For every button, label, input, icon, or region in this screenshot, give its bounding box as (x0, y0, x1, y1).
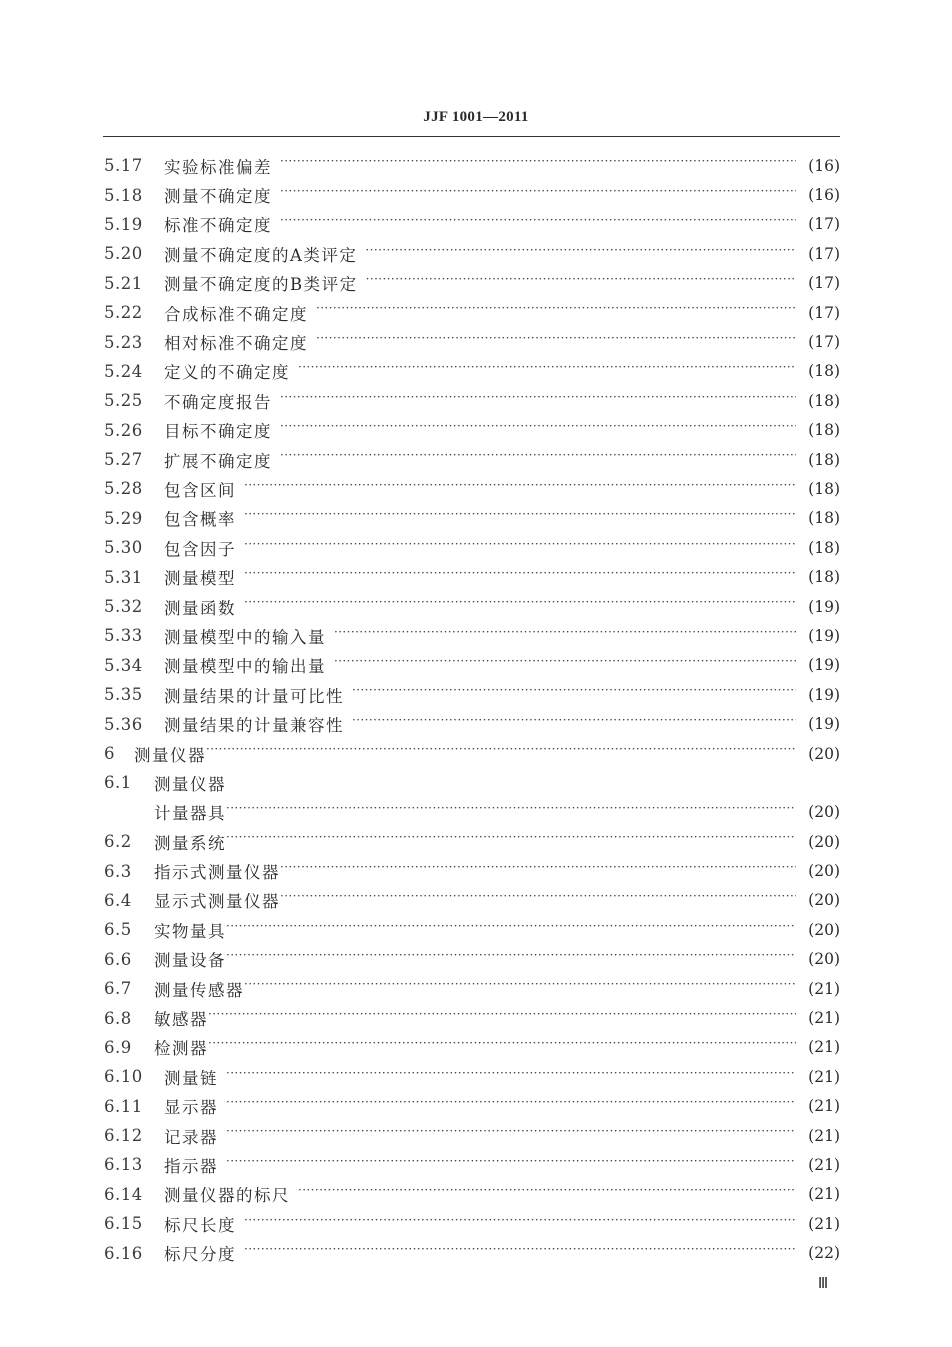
toc-entry (104, 269, 840, 298)
toc-entry-title: 测量模型中的输入量 (164, 627, 326, 647)
toc-entry-number: 6.9 (104, 1037, 132, 1057)
toc-entry (104, 1003, 840, 1032)
toc-entry-number: 5.20 (104, 244, 143, 264)
dot-leader (226, 1157, 796, 1174)
toc-entry-number: 5.28 (104, 479, 143, 499)
toc-entry-title: 检测器 (154, 1039, 208, 1059)
dot-leader (280, 863, 796, 880)
toc-entry (104, 1150, 840, 1179)
toc-entry-number: 5.17 (104, 156, 143, 176)
page-number: Ⅲ (817, 1276, 829, 1292)
toc-entry-page: (17) (808, 303, 840, 322)
dot-leader (280, 216, 796, 233)
dot-leader (244, 569, 796, 586)
toc-entry-title: 显示器 (164, 1098, 218, 1118)
dot-leader (280, 451, 796, 468)
toc-entry (104, 298, 840, 327)
dot-leader (244, 598, 796, 615)
dot-leader (316, 334, 796, 351)
dot-leader (280, 892, 796, 909)
toc-entry-number: 6.4 (104, 890, 132, 910)
dot-leader (352, 686, 796, 703)
dot-leader (226, 1069, 796, 1086)
toc-entry-number: 5.22 (104, 303, 143, 323)
toc-entry-number: 6.6 (104, 949, 132, 969)
dot-leader (244, 1245, 796, 1262)
toc-entry-number: 5.36 (104, 714, 143, 734)
toc-entry (104, 151, 840, 180)
document-header: JJF 1001—2011 (423, 109, 529, 125)
toc-entry-number: 6.11 (104, 1096, 143, 1116)
toc-entry-page: (19) (808, 597, 840, 616)
toc-entry-page: (21) (808, 1214, 840, 1233)
toc-entry-title: 实物量具 (154, 921, 226, 941)
toc-entry-page: (22) (808, 1244, 840, 1263)
toc-entry-number: 6.14 (104, 1184, 143, 1204)
toc-entry (104, 1033, 840, 1062)
toc-entry-page: (20) (808, 744, 840, 763)
toc-entry-number: 5.33 (104, 626, 143, 646)
dot-leader (206, 745, 796, 762)
toc-entry (104, 621, 840, 650)
toc-entry (104, 210, 840, 239)
toc-entry-number: 6.8 (104, 1008, 132, 1028)
toc-entry (104, 1062, 840, 1091)
header-rule (103, 136, 840, 137)
toc-entry-page: (21) (808, 1126, 840, 1145)
toc-entry-page: (17) (808, 274, 840, 293)
dot-leader (280, 422, 796, 439)
toc-entry-title: 相对标准不确定度 (164, 334, 308, 354)
toc-entry-page: (19) (808, 656, 840, 675)
dot-leader (298, 1186, 796, 1203)
toc-entry-title: 测量不确定度的A类评定 (164, 245, 358, 265)
dot-leader (226, 804, 796, 821)
toc-entry-title: 测量链 (164, 1068, 218, 1088)
toc-entry (104, 856, 840, 885)
toc-entry (104, 416, 840, 445)
toc-entry-number: 6.16 (104, 1243, 143, 1263)
toc-entry-title: 包含概率 (164, 510, 236, 530)
toc-entry-number: 5.31 (104, 567, 143, 587)
toc-entry-number: 6.13 (104, 1155, 143, 1175)
dot-leader (244, 1216, 796, 1233)
toc-entry-page: (21) (808, 1097, 840, 1116)
dot-leader (226, 1098, 796, 1115)
toc-entry-number: 6.12 (104, 1126, 143, 1146)
toc-entry-title: 不确定度报告 (164, 392, 272, 412)
toc-entry-page: (17) (808, 215, 840, 234)
toc-entry-number: 5.23 (104, 332, 143, 352)
toc-entry (104, 1238, 840, 1267)
toc-entry (104, 974, 840, 1003)
toc-entry-page: (20) (808, 891, 840, 910)
toc-entry-title: 记录器 (164, 1127, 218, 1147)
toc-entry-number: 5.24 (104, 361, 143, 381)
toc-entry-page: (16) (808, 186, 840, 205)
toc-entry (104, 709, 840, 738)
toc-entry-page: (21) (808, 1009, 840, 1028)
toc-entry-number: 6.7 (104, 979, 132, 999)
toc-entry (104, 1092, 840, 1121)
toc-entry (104, 357, 840, 386)
toc-entry-title: 测量模型中的输出量 (164, 657, 326, 677)
toc-entry-number: 5.18 (104, 185, 143, 205)
toc-entry-number: 6.5 (104, 920, 132, 940)
toc-entry-title: 测量模型 (164, 569, 236, 589)
toc-entry-title: 测量结果的计量兼容性 (164, 716, 344, 736)
toc-entry-title: 定义的不确定度 (164, 363, 290, 383)
dot-leader (365, 246, 796, 263)
toc-entry-page: (21) (808, 1038, 840, 1057)
toc-entry-title: 测量系统 (154, 833, 226, 853)
toc-entry-title: 测量不确定度 (164, 187, 272, 207)
toc-entry (104, 592, 840, 621)
toc-entry (104, 827, 840, 856)
toc-entry-number: 5.19 (104, 214, 143, 234)
toc-entry-page: (20) (808, 832, 840, 851)
toc-entry-page: (17) (808, 333, 840, 352)
toc-entry-number: 5.30 (104, 538, 143, 558)
toc-entry-page: (18) (808, 538, 840, 557)
toc-entry-page: (17) (808, 244, 840, 263)
toc-entry-title: 指示式测量仪器 (154, 863, 280, 883)
toc-entry-page: (16) (808, 156, 840, 175)
toc-entry (104, 504, 840, 533)
toc-entry-page: (18) (808, 509, 840, 528)
toc-entry-number: 5.29 (104, 508, 143, 528)
toc-entry (104, 798, 840, 827)
toc-entry (104, 239, 840, 268)
dot-leader (244, 510, 796, 527)
dot-leader (316, 304, 796, 321)
dot-leader (280, 393, 796, 410)
toc-entry-page: (20) (808, 862, 840, 881)
dot-leader (280, 187, 796, 204)
toc-entry-title: 标准不确定度 (164, 216, 272, 236)
toc-entry-title: 扩展不确定度 (164, 451, 272, 471)
toc-entry-number: 6.2 (104, 832, 132, 852)
toc-entry-page: (20) (808, 920, 840, 939)
toc-entry-title: 显示式测量仪器 (154, 892, 280, 912)
toc-entry-title: 测量函数 (164, 598, 236, 618)
toc-entry (104, 680, 840, 709)
toc-entry-page: (20) (808, 803, 840, 822)
toc-entry (104, 327, 840, 356)
toc-entry-number: 6.15 (104, 1214, 143, 1234)
toc-entry-number: 5.25 (104, 391, 143, 411)
dot-leader (244, 980, 796, 997)
toc-entry (104, 445, 840, 474)
toc-entry-number: 5.35 (104, 685, 143, 705)
toc-entry-page: (18) (808, 391, 840, 410)
toc-entry (104, 533, 840, 562)
toc-entry-page: (20) (808, 950, 840, 969)
toc-entry-page: (18) (808, 362, 840, 381)
dot-leader (280, 157, 796, 174)
toc-entry (104, 1121, 840, 1150)
toc-entry-page: (19) (808, 685, 840, 704)
toc-entry-title: 测量结果的计量可比性 (164, 686, 344, 706)
toc-entry (104, 945, 840, 974)
toc-entry-number: 6.10 (104, 1067, 143, 1087)
toc-entry-page: (18) (808, 421, 840, 440)
dot-leader (208, 1010, 796, 1027)
toc-entry-page: (18) (808, 568, 840, 587)
toc-entry (104, 915, 840, 944)
dot-leader (244, 540, 796, 557)
dot-leader (298, 363, 796, 380)
dot-leader (226, 1127, 796, 1144)
toc-entry-page: (19) (808, 715, 840, 734)
dot-leader (334, 657, 796, 674)
toc-entry-title: 测量仪器的标尺 (164, 1186, 290, 1206)
toc-entry (104, 886, 840, 915)
toc-entry-title: 包含区间 (164, 480, 236, 500)
toc-entry-page: (21) (808, 1185, 840, 1204)
toc-entry-title: 指示器 (164, 1156, 218, 1176)
toc-entry-title: 测量不确定度的B类评定 (164, 275, 358, 295)
toc-entry-number: 5.21 (104, 273, 143, 293)
toc-entry-title: 测量仪器 (154, 774, 226, 794)
toc-entry (104, 1180, 840, 1209)
toc-entry-title: 计量器具 (154, 804, 226, 824)
table-of-contents (104, 151, 840, 1268)
toc-entry-title: 测量设备 (154, 951, 226, 971)
toc-entry-number: 5.32 (104, 597, 143, 617)
toc-entry (104, 474, 840, 503)
toc-entry-number: 5.27 (104, 450, 143, 470)
toc-entry (104, 768, 840, 797)
toc-entry-title: 标尺长度 (164, 1215, 236, 1235)
toc-entry-page: (18) (808, 479, 840, 498)
toc-entry (104, 562, 840, 591)
dot-leader (226, 951, 796, 968)
dot-leader (366, 275, 796, 292)
toc-entry-page: (21) (808, 979, 840, 998)
toc-entry-page: (19) (808, 626, 840, 645)
toc-entry-page: (21) (808, 1067, 840, 1086)
dot-leader (226, 922, 796, 939)
toc-entry-number: 6 (104, 744, 115, 763)
toc-entry-page: (18) (808, 450, 840, 469)
toc-entry (104, 1209, 840, 1238)
toc-entry (104, 180, 840, 209)
toc-entry-number: 5.34 (104, 655, 143, 675)
toc-entry-title: 包含因子 (164, 539, 236, 559)
dot-leader (352, 716, 796, 733)
toc-entry-title: 测量仪器 (134, 745, 206, 765)
toc-entry-title: 测量传感器 (154, 980, 244, 1000)
toc-entry (104, 386, 840, 415)
dot-leader (244, 481, 796, 498)
toc-entry (104, 651, 840, 680)
dot-leader (226, 833, 796, 850)
toc-entry-title: 标尺分度 (164, 1245, 236, 1265)
toc-entry (104, 739, 840, 768)
dot-leader (334, 628, 796, 645)
toc-entry-title: 合成标准不确定度 (164, 304, 308, 324)
toc-entry-page: (21) (808, 1155, 840, 1174)
toc-entry-title: 目标不确定度 (164, 422, 272, 442)
toc-entry-number: 6.3 (104, 861, 132, 881)
toc-entry-number: 6.1 (104, 773, 132, 793)
toc-entry-title: 实验标准偏差 (164, 157, 272, 177)
toc-entry-number: 5.26 (104, 420, 143, 440)
toc-entry-title: 敏感器 (154, 1010, 208, 1030)
dot-leader (208, 1039, 796, 1056)
